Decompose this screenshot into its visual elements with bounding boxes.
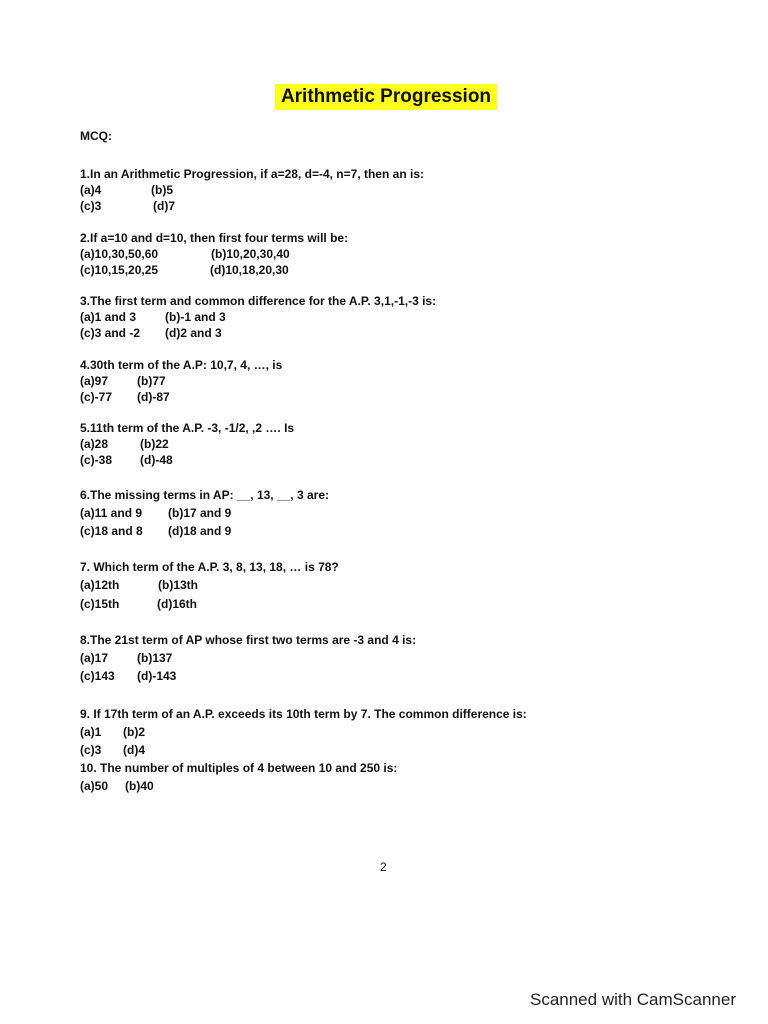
option-b: (b)2 xyxy=(123,725,145,739)
question-text: 4.30th term of the A.P: 10,7, 4, …, is xyxy=(80,358,283,372)
option-a: (a)12th xyxy=(80,578,120,592)
question-text: 3.The first term and common difference for the A.P. 3,1,-1,-3 is: xyxy=(80,294,437,308)
option-b: (b)77 xyxy=(137,374,166,388)
option-b: (b)5 xyxy=(151,183,173,197)
option-a: (a)4 xyxy=(80,183,102,197)
question-text: 5.11th term of the A.P. -3, -1/2, ,2 …. Is xyxy=(80,421,295,435)
question-text: 7. Which term of the A.P. 3, 8, 13, 18, … is 78? xyxy=(80,560,339,574)
option-d: (d)16th xyxy=(157,597,197,611)
option-c: (c)18 and 8 xyxy=(80,524,143,538)
option-a: (a)11 and 9 xyxy=(80,506,143,520)
option-b: (b)13th xyxy=(158,578,198,592)
option-c: (c)15th xyxy=(80,597,120,611)
option-a: (a)10,30,50,60 xyxy=(80,247,159,261)
option-b: (b)22 xyxy=(140,437,169,451)
section-label: MCQ: xyxy=(80,129,112,143)
question-text: 1.In an Arithmetic Progression, if a=28, d=-4, n=7, then an is: xyxy=(80,167,424,181)
option-b: (b)-1 and 3 xyxy=(165,310,226,324)
option-c: (c)3 xyxy=(80,199,102,213)
option-b: (b)40 xyxy=(125,779,154,793)
option-a: (a)50 xyxy=(80,779,109,793)
option-d: (d)-48 xyxy=(140,453,173,467)
scanner-watermark: Scanned with CamScanner xyxy=(529,990,736,1009)
document-title: Arithmetic Progression xyxy=(275,84,497,110)
question-text: 10. The number of multiples of 4 between 10 and 250 is: xyxy=(80,761,398,775)
option-a: (a)1 and 3 xyxy=(80,310,137,324)
question-text: 6.The missing terms in AP: __, 13, __, 3 are: xyxy=(80,488,329,502)
option-d: (d)7 xyxy=(153,199,175,213)
option-a: (a)97 xyxy=(80,374,109,388)
option-c: (c)3 and -2 xyxy=(80,326,141,340)
option-d: (d)4 xyxy=(123,743,145,757)
option-b: (b)137 xyxy=(137,651,173,665)
option-c: (c)3 xyxy=(80,743,102,757)
question-text: 2.If a=10 and d=10, then first four terms will be: xyxy=(80,231,349,245)
option-d: (d)2 and 3 xyxy=(165,326,222,340)
option-d: (d)10,18,20,30 xyxy=(210,263,289,277)
option-c: (c)143 xyxy=(80,669,115,683)
question-text: 9. If 17th term of an A.P. exceeds its 10th term by 7. The common difference is: xyxy=(80,707,527,721)
option-d: (d)-143 xyxy=(137,669,177,683)
option-b: (b)17 and 9 xyxy=(168,506,232,520)
option-d: (d)-87 xyxy=(137,390,170,404)
option-c: (c)-77 xyxy=(80,390,113,404)
option-a: (a)1 xyxy=(80,725,102,739)
option-c: (c)10,15,20,25 xyxy=(80,263,159,277)
option-d: (d)18 and 9 xyxy=(168,524,232,538)
question-text: 8.The 21st term of AP whose first two terms are -3 and 4 is: xyxy=(80,633,417,647)
option-a: (a)17 xyxy=(80,651,109,665)
option-b: (b)10,20,30,40 xyxy=(211,247,290,261)
option-c: (c)-38 xyxy=(80,453,113,467)
option-a: (a)28 xyxy=(80,437,109,451)
page-number: 2 xyxy=(380,860,387,874)
